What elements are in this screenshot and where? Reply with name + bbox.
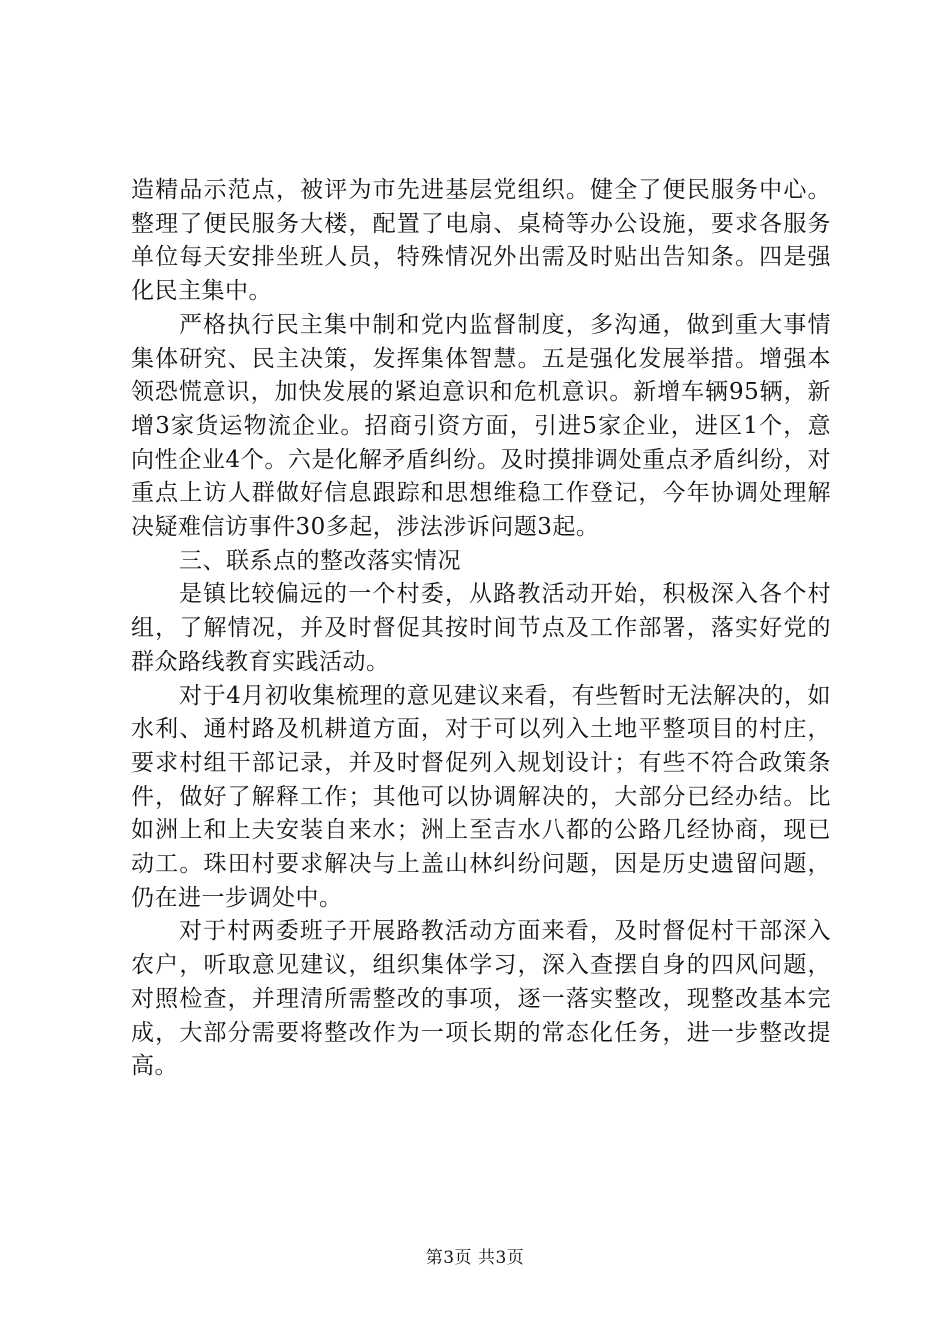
paragraph-democratic-centralism: 严格执行民主集中制和党内监督制度，多沟通，做到重大事情集体研究、民主决策，发挥集体智慧。五是强化发展举措。增强本领恐慌意识，加快发展的紧迫意识和危机意识。新增车辆95辆，新增3家货运物流企业。招商引资方面，引进5家企业，进区1个，意向性企业4个。六是化解矛盾纠纷。及时摸排调处重点矛盾纠纷，对重点上访人群做好信息跟踪和思想维稳工作登记，今年协调处理解决疑难信访事件30多起，涉法涉诉问题3起。 bbox=[131, 311, 831, 541]
paragraph-contact-point: 是镇比较偏远的一个村委，从路教活动开始，积极深入各个村组，了解情况，并及时督促其按时间节点及工作部署，落实好党的群众路线教育实践活动。 bbox=[131, 581, 831, 675]
paragraph-village-committee: 对于村两委班子开展路教活动方面来看，及时督促村干部深入农户，听取意见建议，组织集体学习，深入查摆自身的四风问题，对照检查，并理清所需整改的事项，逐一落实整改，现整改基本完成，大部分需要将整改作为一项长期的常态化任务，进一步整改提高。 bbox=[131, 918, 831, 1080]
paragraph-continuation: 造精品示范点，被评为市先进基层党组织。健全了便民服务中心。整理了便民服务大楼，配置了电扇、桌椅等办公设施，要求各服务单位每天安排坐班人员，特殊情况外出需及时贴出告知条。四是强化民主集中。 bbox=[131, 177, 831, 305]
paragraph-suggestions: 对于4月初收集梳理的意见建议来看，有些暂时无法解决的，如水利、通村路及机耕道方面，对于可以列入土地平整项目的村庄，要求村组干部记录，并及时督促列入规划设计；有些不符合政策条件，做好了解释工作；其他可以协调解决的，大部分已经办结。比如洲上和上夫安装自来水；洲上至吉水八都的公路几经协商，现已动工。珠田村要求解决与上盖山林纠纷问题，因是历史遗留问题，仍在进一步调处中。 bbox=[131, 682, 831, 911]
section-heading: 三、联系点的整改落实情况 bbox=[179, 547, 461, 574]
document-body bbox=[131, 174, 831, 1084]
page-number-footer: 第3页 共3页 bbox=[425, 1248, 525, 1268]
